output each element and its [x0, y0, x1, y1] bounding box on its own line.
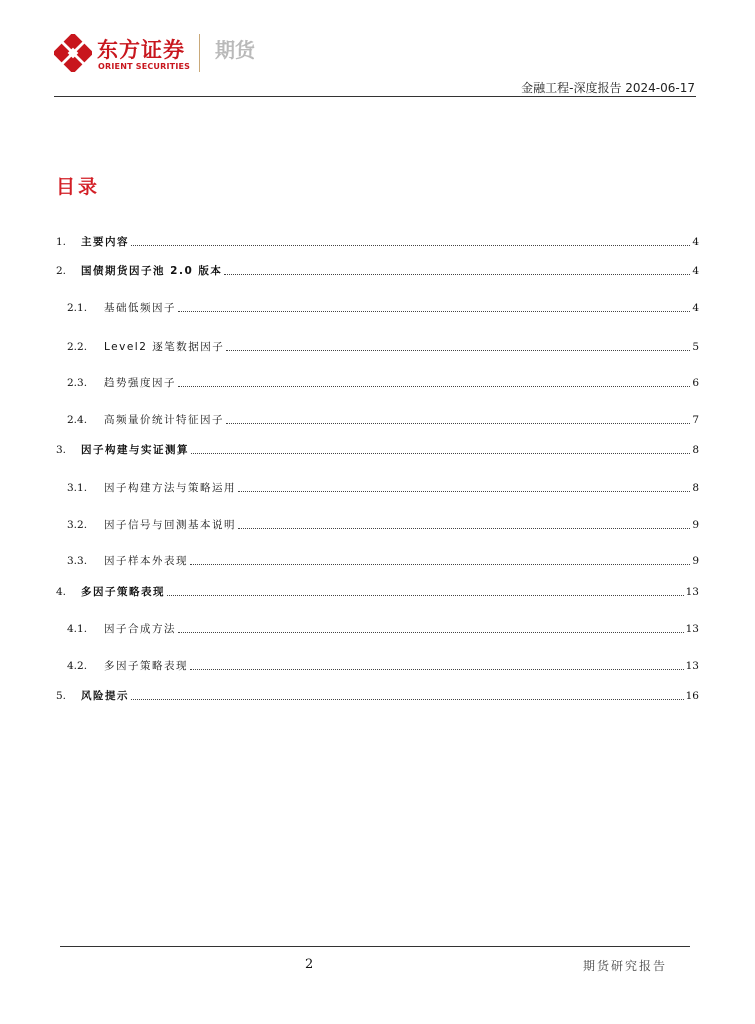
toc-entry-number: 3.3. [67, 555, 88, 567]
page-number: 2 [305, 957, 314, 972]
toc-entry-number: 2. [56, 265, 67, 277]
toc-entry-number: 4.1. [67, 623, 88, 635]
brand-name-en: ORIENT SECURITIES [98, 62, 191, 71]
toc-entry-label: 因子信号与回测基本说明 [104, 519, 236, 531]
brand-name-cn: 东方证券 [97, 38, 185, 62]
toc-entry-label: 多因子策略表现 [104, 660, 188, 672]
toc-entry-number: 3.2. [67, 519, 88, 531]
toc-entry-page: 6 [692, 377, 699, 389]
toc-entry-label: 主要内容 [81, 236, 129, 248]
toc-leader-dots [238, 491, 690, 492]
toc-entry-page: 5 [692, 341, 699, 353]
toc-entry-number: 4.2. [67, 660, 88, 672]
footer-label: 期货研究报告 [582, 959, 667, 973]
toc-entry-page: 13 [685, 623, 699, 635]
toc-entry[interactable] [56, 376, 699, 390]
orient-securities-logo-icon [54, 34, 92, 72]
toc-entry[interactable] [56, 264, 699, 278]
toc-entry[interactable] [56, 585, 699, 599]
toc-entry-label: 因子合成方法 [104, 623, 176, 635]
toc-entry-number: 2.1. [67, 302, 88, 314]
toc-entry-page: 7 [692, 414, 699, 426]
report-meta: 金融工程-深度报告 2024-06-17 [521, 81, 695, 95]
toc-leader-dots [190, 564, 690, 565]
toc-entry[interactable] [56, 235, 699, 249]
toc-entry-label: Level2 逐笔数据因子 [104, 341, 225, 353]
toc-leader-dots [226, 423, 690, 424]
toc-leader-dots [190, 669, 684, 670]
toc-entry-number: 2.3. [67, 377, 88, 389]
toc-entry-page: 4 [692, 302, 699, 314]
toc-entry-page: 8 [692, 444, 699, 456]
toc-entry-page: 13 [685, 660, 699, 672]
toc-entry-number: 3. [56, 444, 67, 456]
toc-leader-dots [178, 632, 684, 633]
toc-title: 目录 [56, 176, 101, 198]
toc-entry[interactable] [56, 659, 699, 673]
toc-entry[interactable] [56, 518, 699, 532]
toc-entry[interactable] [56, 443, 699, 457]
toc-leader-dots [178, 311, 690, 312]
toc-entry-label: 基础低频因子 [104, 302, 176, 314]
toc-entry-label: 因子构建与实证测算 [81, 444, 189, 456]
toc-entry-label: 高频量价统计特征因子 [104, 414, 224, 426]
toc-leader-dots [191, 453, 690, 454]
page-header [0, 0, 755, 100]
toc-leader-dots [167, 595, 684, 596]
toc-leader-dots [131, 245, 690, 246]
toc-entry-label: 趋势强度因子 [104, 377, 176, 389]
toc-entry-page: 16 [685, 690, 699, 702]
toc-entry-number: 5. [56, 690, 67, 702]
toc-entry[interactable] [56, 622, 699, 636]
toc-entry-number: 4. [56, 586, 67, 598]
toc-entry-number: 3.1. [67, 482, 88, 494]
toc-entry-label: 因子构建方法与策略运用 [104, 482, 236, 494]
header-divider [54, 96, 696, 97]
toc-entry-label: 因子样本外表现 [104, 555, 188, 567]
toc-leader-dots [178, 386, 690, 387]
toc-entry-page: 9 [692, 555, 699, 567]
toc-leader-dots [224, 274, 690, 275]
toc-entry-number: 2.4. [67, 414, 88, 426]
toc-entry-number: 1. [56, 236, 67, 248]
toc-leader-dots [238, 528, 690, 529]
toc-entry[interactable] [56, 554, 699, 568]
footer-divider [60, 946, 690, 947]
toc-entry[interactable] [56, 481, 699, 495]
toc-entry-page: 4 [692, 265, 699, 277]
toc-entry-page: 8 [692, 482, 699, 494]
toc-entry[interactable] [56, 340, 699, 354]
toc-entry[interactable] [56, 413, 699, 427]
toc-entry-label: 多因子策略表现 [81, 586, 165, 598]
toc-entry-label: 风险提示 [81, 690, 129, 702]
toc-entry-page: 4 [692, 236, 699, 248]
futures-label: 期货 [215, 38, 255, 62]
brand-divider [199, 34, 200, 72]
toc-entry-page: 9 [692, 519, 699, 531]
toc-entry-label: 国债期货因子池 2.0 版本 [81, 265, 223, 277]
toc-entry-page: 13 [685, 586, 699, 598]
toc-entry[interactable] [56, 301, 699, 315]
toc-leader-dots [226, 350, 690, 351]
toc-entry-number: 2.2. [67, 341, 88, 353]
toc-leader-dots [131, 699, 684, 700]
toc-entry[interactable] [56, 689, 699, 703]
